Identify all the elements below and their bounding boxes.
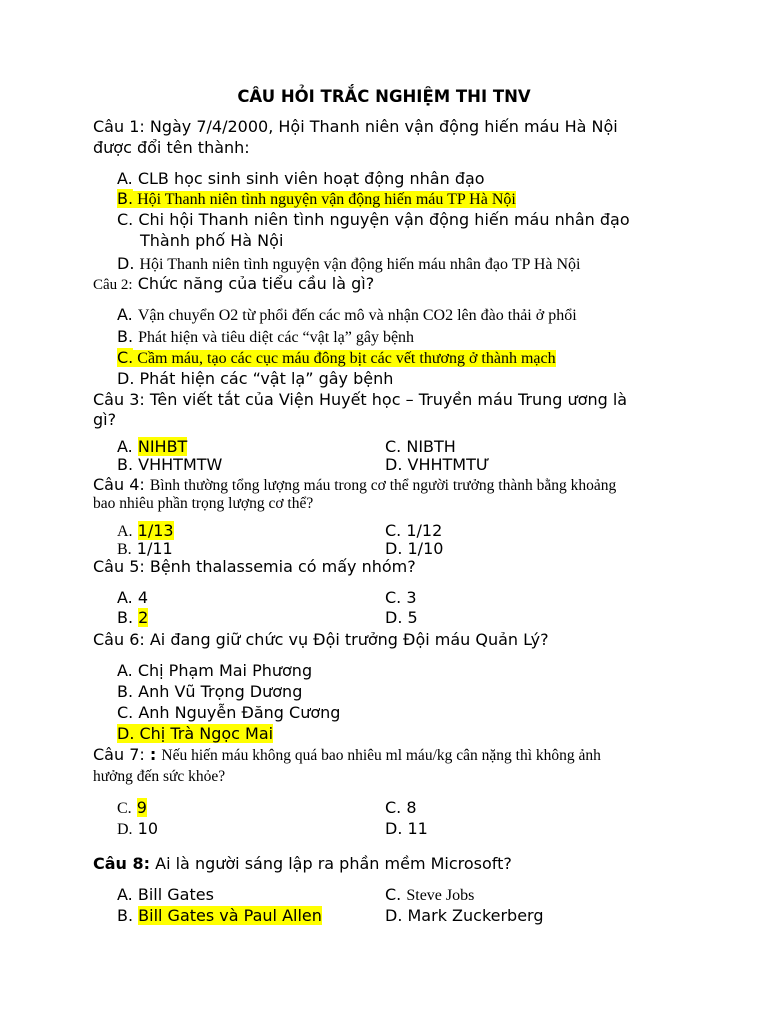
page-title: CÂU HỎI TRẮC NGHIỆM THI TNV (237, 87, 531, 106)
q7-colon: : (149, 745, 157, 764)
q2-a-text: Vận chuyển O2 từ phổi đến các mô và nhận CO2 lên đào thải ở phổi (137, 307, 577, 324)
q5-option-c (385, 589, 417, 607)
q1-option-c (117, 211, 630, 229)
q7-option-d (385, 820, 428, 838)
q8-prefix: Câu 8: (93, 854, 151, 873)
q5-option-a (117, 589, 148, 607)
q4-d-text: 1/10 (407, 539, 444, 558)
q7-text-line1 (93, 746, 601, 765)
q1-d-text: Hội Thanh niên tình nguyện vận động hiến máu nhân đạo TP Hà Nội (139, 256, 581, 273)
q7-c-letter: C. (385, 798, 402, 817)
q7-b-text: 10 (137, 819, 159, 838)
q6-option-d (117, 725, 273, 743)
q3-text-line1: Câu 3: Tên viết tắt của Viện Huyết học – Truyền máu Trung ương là (93, 390, 628, 409)
q7-d-letter: D. (385, 819, 403, 838)
q3-c-letter: C. (385, 437, 402, 456)
q4-c-text: 1/12 (406, 521, 443, 540)
q4-question-line1: Bình thường tổng lượng máu trong cơ thể người trưởng thành bằng khoảng (149, 477, 617, 494)
q3-d-letter: D. (385, 455, 403, 474)
q3-d-text: VHHTMTƯ (407, 455, 490, 474)
q8-text (93, 855, 512, 873)
q1-b-letter: B. (117, 189, 134, 208)
q8-c-letter: C. (385, 885, 402, 904)
q2-c-answer: Cầm máu, tạo các cục máu đông bịt các vết thương ở thành mạch (137, 350, 556, 367)
q4-option-c (385, 522, 442, 540)
q2-a-letter: A. (117, 305, 133, 324)
q2-b-letter: B. (117, 327, 134, 346)
q1-c-text-line2: Thành phố Hà Nội (140, 231, 284, 250)
q2-d-letter: D. (117, 369, 135, 388)
q4-text-line1 (93, 476, 616, 495)
q5-c-letter: C. (385, 588, 402, 607)
q8-a-text: Bill Gates (137, 885, 214, 904)
q4-b-letter: B. (117, 541, 132, 558)
q2-question: Chức năng của tiểu cầu là gì? (137, 274, 375, 293)
q7-d-text: 11 (407, 819, 428, 838)
q2-c-letter: C. (117, 348, 134, 367)
q2-option-a (117, 306, 577, 325)
q3-option-a (117, 438, 187, 456)
q3-c-text: NIBTH (406, 437, 456, 456)
q1-d-letter: D. (117, 254, 135, 273)
q5-b-letter: B. (117, 608, 134, 627)
q4-c-letter: C. (385, 521, 402, 540)
q5-text: Câu 5: Bệnh thalassemia có mấy nhóm? (93, 557, 416, 576)
q8-question: Ai là người sáng lập ra phần mềm Microsoft? (155, 854, 512, 873)
q3-option-c (385, 438, 456, 456)
q1-c-text-line1: Chi hội Thanh niên tình nguyện vận động hiến máu nhân đạo (138, 210, 630, 229)
q5-c-text: 3 (406, 588, 417, 607)
q3-text-line2: gì? (93, 410, 117, 429)
q4-option-d (385, 540, 443, 558)
q7-prefix: Câu 7: (93, 745, 145, 764)
q8-a-letter: A. (117, 885, 133, 904)
q5-option-d (385, 609, 418, 627)
q5-a-letter: A. (117, 588, 133, 607)
q5-a-text: 4 (137, 588, 149, 607)
q2-c-text (133, 350, 555, 367)
q5-option-b (117, 609, 148, 627)
q7-b-letter: D. (117, 821, 133, 838)
q8-option-a (117, 886, 214, 904)
q6-option-b: B. Anh Vũ Trọng Dương (117, 682, 303, 701)
q1-a-text: CLB học sinh sinh viên hoạt động nhân đạo (137, 169, 485, 188)
q1-b-text (133, 191, 516, 208)
q1-option-a (117, 170, 485, 188)
q1-option-d (117, 255, 580, 274)
q3-b-letter: B. (117, 455, 134, 474)
q4-a-text: 1/13 (137, 521, 174, 540)
q8-option-b (117, 907, 322, 925)
q3-a-letter: A. (117, 437, 133, 456)
q4-d-letter: D. (385, 539, 403, 558)
q2-prefix: Câu 2: (93, 277, 133, 293)
q2-d-text: Phát hiện các “vật lạ” gây bệnh (139, 369, 394, 388)
q6-d-answer: D. Chị Trà Ngọc Mai (117, 724, 274, 743)
q4-text-line2: bao nhiêu phần trọng lượng cơ thể? (93, 495, 314, 512)
q7-text-line2: hưởng đến sức khỏe? (93, 768, 226, 785)
q8-option-d (385, 907, 544, 925)
q5-b-text: 2 (138, 608, 149, 627)
q8-b-letter: B. (117, 906, 134, 925)
q1-a-letter: A. (117, 169, 133, 188)
q8-option-c (385, 886, 474, 905)
q3-b-text: VHHTMTW (138, 455, 223, 474)
q7-question-line1: Nếu hiến máu không quá bao nhiêu ml máu/kg cân nặng thì không ảnh (161, 747, 601, 764)
q5-d-text: 5 (407, 608, 418, 627)
q7-option-c (385, 799, 417, 817)
q7-a-letter: C. (117, 800, 132, 817)
q8-d-letter: D. (385, 906, 403, 925)
q2-b-text: Phát hiện và tiêu diệt các “vật lạ” gây bệnh (138, 329, 415, 346)
q4-b-text: 1/11 (136, 539, 173, 558)
q2-option-d (117, 370, 393, 388)
q1-b-answer: Hội Thanh niên tình nguyện vận động hiến máu TP Hà Nội (137, 191, 516, 208)
q4-a-letter: A. (117, 523, 133, 540)
q2-text (93, 275, 374, 294)
q8-c-text: Steve Jobs (406, 887, 475, 904)
q3-option-d (385, 456, 490, 474)
q1-option-b (117, 190, 516, 209)
q2-option-c (117, 349, 556, 368)
q7-a-text: 9 (136, 798, 147, 817)
q6-text: Câu 6: Ai đang giữ chức vụ Đội trưởng Đội máu Quản Lý? (93, 630, 549, 649)
q6-option-a: A. Chị Phạm Mai Phương (117, 661, 313, 680)
q6-option-c: C. Anh Nguyễn Đăng Cương (117, 703, 341, 722)
q5-d-letter: D. (385, 608, 403, 627)
q8-b-text: Bill Gates và Paul Allen (138, 906, 322, 925)
q7-option-a (117, 799, 147, 818)
q7-option-b (117, 820, 158, 839)
q4-prefix: Câu 4: (93, 475, 145, 494)
q7-c-text: 8 (406, 798, 417, 817)
q1-c-letter: C. (117, 210, 134, 229)
q1-text-line2: được đổi tên thành: (93, 138, 250, 157)
q1-text-line1: Câu 1: Ngày 7/4/2000, Hội Thanh niên vận động hiến máu Hà Nội (93, 117, 618, 136)
q3-a-text: NIHBT (137, 437, 188, 456)
q3-option-b (117, 456, 222, 474)
q8-d-text: Mark Zuckerberg (407, 906, 544, 925)
q2-option-b (117, 328, 414, 347)
